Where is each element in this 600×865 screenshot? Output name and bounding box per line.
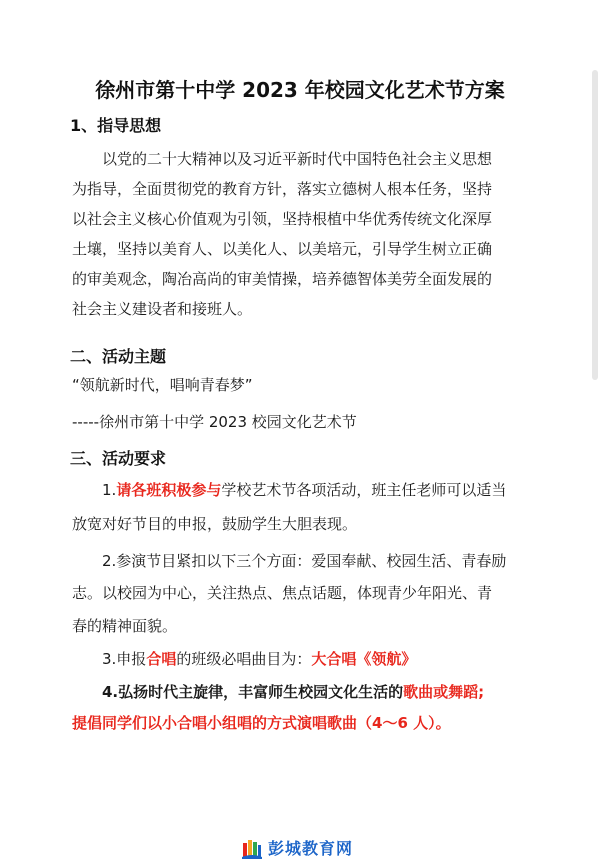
- logo-text: 彭城教育网: [268, 839, 354, 858]
- highlight-text: 歌曲或舞蹈;: [403, 683, 485, 701]
- requirement-item-4-line-2: 提倡同学们以小合唱小组唱的方式演唱歌曲（4～6 人）。: [72, 714, 451, 732]
- activity-theme-subtitle: -----徐州市第十中学 2023 校园文化艺术节: [72, 413, 357, 431]
- paragraph-line: 以社会主义核心价值观为引领，坚持根植中华优秀传统文化深厚: [72, 210, 493, 228]
- activity-theme-text: “领航新时代，唱响青春梦”: [72, 376, 253, 394]
- requirement-item-2-line-3: 春的精神面貌。: [72, 617, 178, 635]
- paragraph-line: 以党的二十大精神以及习近平新时代中国特色社会主义思想: [102, 150, 493, 168]
- page-title: 徐州市第十中学 2023 年校园文化艺术节方案: [95, 78, 505, 102]
- requirement-item-4: 4.弘扬时代主旋律，丰富师生校园文化生活的歌曲或舞蹈;: [102, 683, 485, 701]
- paragraph-line: 土壤，坚持以美育人、以美化人、以美培元，引导学生树立正确: [72, 240, 493, 258]
- requirement-item-1: 1.请各班积极参与学校艺术节各项活动，班主任老师可以适当: [102, 481, 507, 499]
- highlight-text: 大合唱《领航》: [311, 650, 417, 668]
- requirement-item-2: 2.参演节目紧扣以下三个方面：爱国奉献、校园生活、青春励: [102, 552, 507, 570]
- paragraph-line: 为指导，全面贯彻党的教育方针，落实立德树人根本任务，坚持: [72, 180, 493, 198]
- paragraph-line: 的审美观念，陶冶高尚的审美情操，培养德智体美劳全面发展的: [72, 270, 493, 288]
- paragraph-line: 社会主义建设者和接班人。: [72, 300, 253, 318]
- book-logo-icon: [242, 837, 262, 859]
- section-heading-activity-theme: 二、活动主题: [70, 347, 167, 366]
- section-heading-guiding-ideology: 1、指导思想: [70, 116, 162, 135]
- requirement-item-2-line-2: 志。以校园为中心，关注热点、焦点话题，体现青少年阳光、青: [72, 584, 493, 602]
- guiding-ideology-paragraph: [72, 144, 532, 324]
- requirement-item-3: 3.申报合唱的班级必唱曲目为：大合唱《领航》: [102, 650, 417, 668]
- highlight-text: 合唱: [146, 650, 177, 668]
- requirement-item-1-line-2: 放宽对好节目的申报，鼓励学生大胆表现。: [72, 515, 358, 533]
- site-logo: [242, 836, 353, 859]
- section-heading-activity-requirements: 三、活动要求: [70, 449, 167, 468]
- highlight-text: 请各班积极参与: [116, 481, 222, 499]
- scrollbar[interactable]: [592, 70, 598, 380]
